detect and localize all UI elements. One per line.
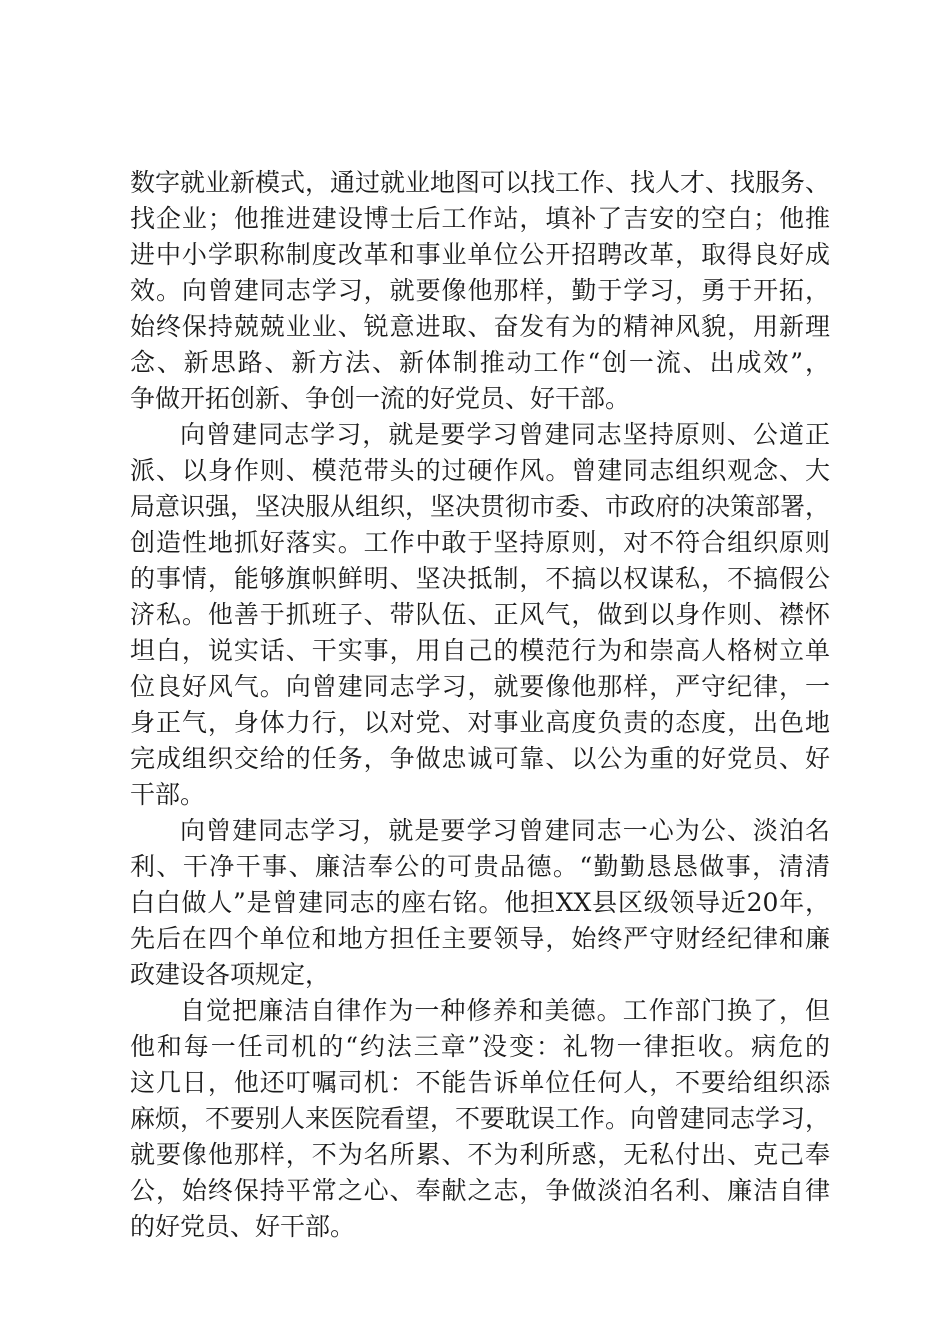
paragraph-first-line: 向曾建同志学习，就是要学习曾建同志一心为公、淡泊名 bbox=[180, 816, 830, 845]
text-line: 干部。 bbox=[130, 780, 206, 809]
text-line: 身正气，身体力行，以对党、对事业高度负责的态度，出色地 bbox=[130, 708, 830, 737]
text-line: 济私。他善于抓班子、带队伍、正风气，做到以身作则、襟怀 bbox=[130, 600, 830, 629]
text-line: 始终保持兢兢业业、锐意进取、奋发有为的精神风貌，用新理 bbox=[130, 312, 830, 341]
text-line: 的事情，能够旗帜鲜明、坚决抵制，不搞以权谋私，不搞假公 bbox=[130, 564, 830, 593]
text-line: 创造性地抓好落实。工作中敢于坚持原则，对不符合组织原则 bbox=[130, 528, 830, 557]
text-line: 的好党员、好干部。 bbox=[130, 1212, 356, 1241]
text-line: 派、以身作则、模范带头的过硬作风。曾建同志组织观念、大 bbox=[130, 456, 830, 485]
text-line: 完成组织交给的任务，争做忠诚可靠、以公为重的好党员、好 bbox=[130, 744, 830, 773]
text-line: 利、干净干事、廉洁奉公的可贵品德。“勤勤恳恳做事，清清 bbox=[130, 852, 830, 881]
text-line: 位良好风气。向曾建同志学习，就要像他那样，严守纪律，一 bbox=[130, 672, 830, 701]
text-line: 先后在四个单位和地方担任主要领导，始终严守财经纪律和廉 bbox=[130, 924, 830, 953]
text-line: 白白做人”是曾建同志的座右铭。他担XX县区级领导近20年， bbox=[130, 888, 830, 917]
text-line: 争做开拓创新、争创一流的好党员、好干部。 bbox=[130, 384, 631, 413]
paragraph-first-line: 自觉把廉洁自律作为一种修养和美德。工作部门换了，但 bbox=[180, 996, 830, 1025]
text-line: 念、新思路、新方法、新体制推动工作“创一流、出成效”， bbox=[130, 348, 830, 377]
paragraph-first-line: 向曾建同志学习，就是要学习曾建同志坚持原则、公道正 bbox=[180, 420, 830, 449]
text-line: 局意识强，坚决服从组织，坚决贯彻市委、市政府的决策部署， bbox=[130, 492, 831, 521]
text-line: 找企业；他推进建设博士后工作站，填补了吉安的空白；他推 bbox=[130, 204, 830, 233]
text-line: 数字就业新模式，通过就业地图可以找工作、找人才、找服务、 bbox=[130, 168, 831, 197]
text-line: 就要像他那样，不为名所累、不为利所惑，无私付出、克己奉 bbox=[130, 1140, 830, 1169]
text-line: 效。向曾建同志学习，就要像他那样，勤于学习，勇于开拓， bbox=[130, 276, 830, 305]
text-line: 进中小学职称制度改革和事业单位公开招聘改革，取得良好成 bbox=[130, 240, 830, 269]
text-line: 麻烦，不要别人来医院看望，不要耽误工作。向曾建同志学习， bbox=[130, 1104, 831, 1133]
text-line: 坦白，说实话、干实事，用自己的模范行为和崇高人格树立单 bbox=[130, 636, 830, 665]
text-line: 政建设各项规定， bbox=[130, 960, 331, 989]
text-line: 这几日，他还叮嘱司机：不能告诉单位任何人，不要给组织添 bbox=[130, 1068, 830, 1097]
text-line: 他和每一任司机的“约法三章”没变：礼物一律拒收。病危的 bbox=[130, 1032, 830, 1061]
text-line: 公，始终保持平常之心、奉献之志，争做淡泊名利、廉洁自律 bbox=[130, 1176, 830, 1205]
